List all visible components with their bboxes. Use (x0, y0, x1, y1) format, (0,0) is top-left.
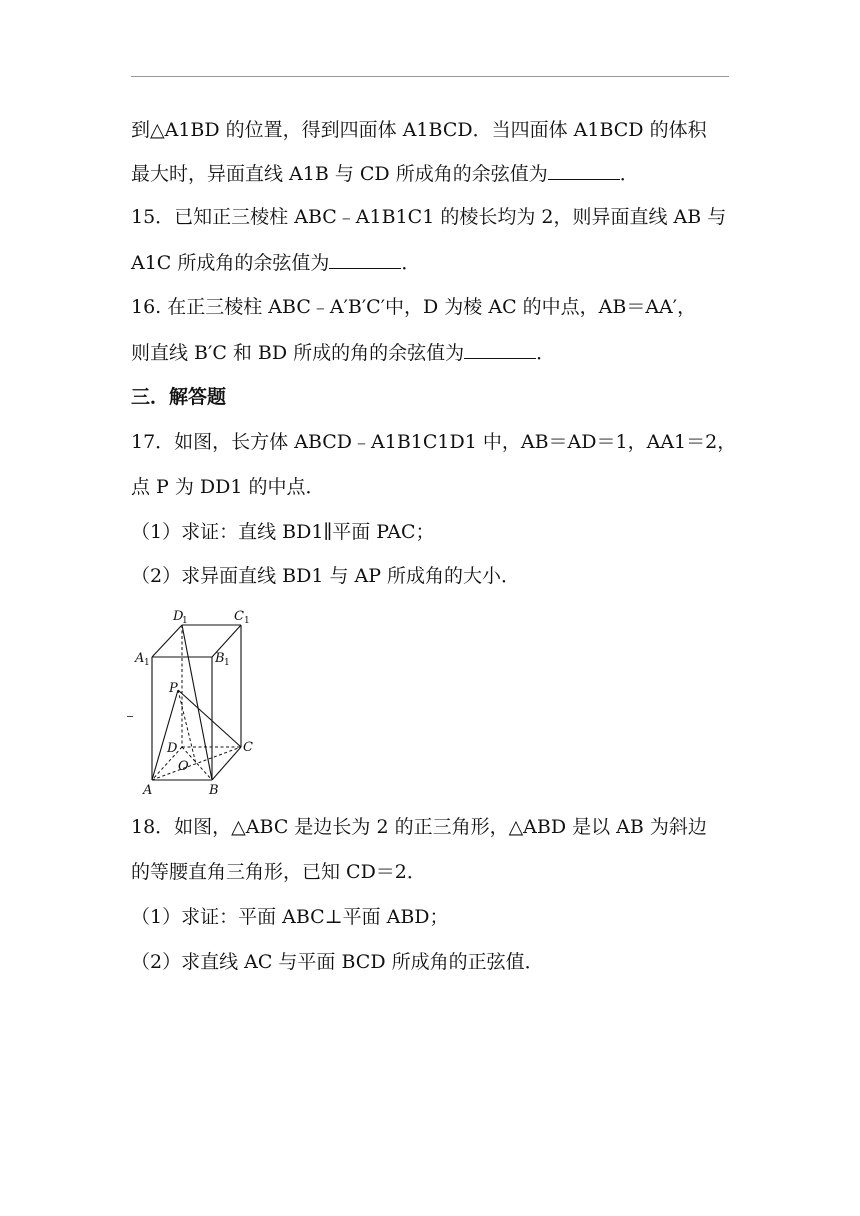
label-b: B (209, 783, 219, 798)
question-16-line-1: 16. 在正三棱柱 ABC﹣A′B′C′中，D 为棱 AC 的中点，AB＝AA′， (131, 296, 697, 318)
answer-blank[interactable] (464, 340, 536, 359)
cuboid-diagram (125, 604, 260, 799)
label-b1-sub: 1 (224, 658, 230, 668)
text-segment: A1C 所成角的余弦值为 (131, 252, 330, 274)
label-c: C (243, 740, 253, 755)
edge-d1a1 (152, 625, 182, 657)
label-b1: B (215, 651, 225, 666)
segment-d1b (182, 625, 212, 780)
text-segment: ． (619, 163, 639, 185)
segment-pa (152, 690, 178, 780)
label-c1: C (234, 609, 244, 624)
question-16-line-2 (131, 340, 555, 365)
label-p: P (169, 681, 178, 696)
cuboid-figure (125, 604, 260, 799)
question-17-part-1: （1）求证：直线 BD1∥平面 PAC； (131, 521, 435, 543)
answer-blank[interactable] (329, 250, 401, 269)
question-17-part-2: （2）求异面直线 BD1 与 AP 所成角的大小． (131, 565, 521, 587)
question-18-line-1: 18．如图，△ABC 是边长为 2 的正三角形，△ABD 是以 AB 为斜边 (131, 816, 707, 838)
text-segment: 则直线 B′C 和 BD 所成的角的余弦值为 (131, 342, 465, 364)
text-segment: 最大时，异面直线 A1B 与 CD 所成角的余弦值为 (131, 163, 548, 185)
question-17-line-1: 17．如图，长方体 ABCD﹣A1B1C1D1 中，AB＝AD＝1，AA1＝2， (131, 431, 737, 453)
text-line-1: 到△A1BD 的位置，得到四面体 A1BCD．当四面体 A1BCD 的体积 (131, 119, 707, 141)
text-segment: ． (401, 252, 421, 274)
label-d1: D (173, 609, 184, 624)
question-15-line-1: 15．已知正三棱柱 ABC﹣A1B1C1 的棱长均为 2，则异面直线 AB 与 (131, 206, 727, 228)
question-17-line-2: 点 P 为 DD1 的中点． (131, 476, 325, 498)
label-d1-sub: 1 (182, 616, 188, 626)
text-segment: ． (536, 342, 556, 364)
label-a1: A (135, 651, 145, 666)
question-18-part-1: （1）求证：平面 ABC⊥平面 ABD； (131, 906, 449, 928)
hidden-diag-ac (152, 747, 241, 780)
question-18-part-2: （2）求直线 AC 与平面 BCD 所成角的正弦值． (131, 951, 544, 973)
answer-blank[interactable] (548, 161, 620, 180)
header-rule (131, 76, 729, 77)
label-d: D (167, 741, 178, 756)
text-line-2 (131, 161, 639, 186)
label-o: O (178, 759, 189, 774)
question-18-line-2: 的等腰直角三角形，已知 CD＝2． (131, 861, 426, 883)
section-heading: 三．解答题 (131, 386, 227, 408)
label-a1-sub: 1 (144, 658, 150, 668)
label-c1-sub: 1 (244, 616, 250, 626)
label-a: A (143, 783, 153, 798)
question-15-line-2 (131, 250, 420, 275)
segment-pc (178, 690, 241, 747)
